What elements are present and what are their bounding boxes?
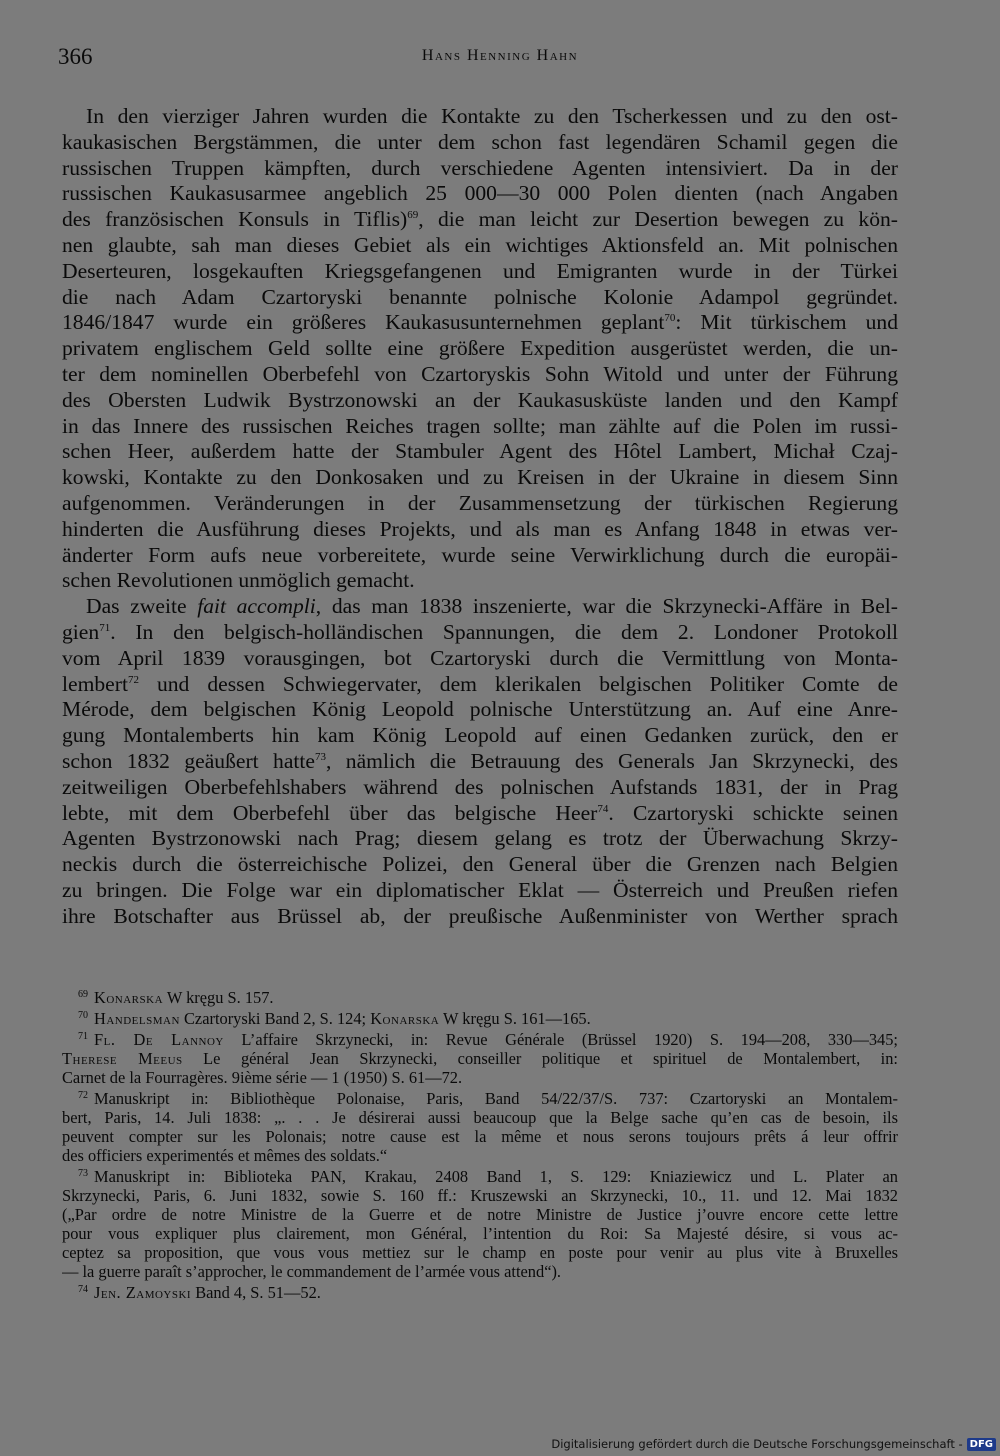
text-line: Das zweite fait accompli, das man 1838 inszenierte, war die Skrzynecki-Affäre in Bel- bbox=[86, 594, 898, 619]
footnote-70: $^{70}$ Handelsman Czartoryski Band 2, S. 124; Konarska W kręgu S. 161—165. bbox=[78, 1009, 591, 1028]
footnote-69: $^{69}$ Konarska W kręgu S. 157. bbox=[78, 988, 274, 1007]
text-line: russischen Truppen kämpften, durch verschiedene Agenten intensiviert. Da in der bbox=[62, 155, 898, 180]
footnote-ref[interactable]: 73 bbox=[315, 750, 327, 763]
footnote-72: $^{72}$ Manuskript in: Bibliothèque Polonaise, Paris, Band 54/22/37/S. 737: Czartoryski an Montalem- bbox=[78, 1089, 898, 1108]
footnote-ref[interactable]: 71 bbox=[99, 621, 111, 634]
text-line: privatem englischem Geld sollte eine größere Expedition ausgerüstet werden, die un- bbox=[62, 336, 898, 361]
footnote-73-line: — la guerre paraît s’approcher, le commandement de l’armée vous attend“). bbox=[62, 1262, 562, 1281]
text-line: Mérode, dem belgischen König Leopold polnische Unterstützung an. Auf eine Anre- bbox=[62, 697, 898, 722]
text-line: ter dem nominellen Oberbefehl von Czartoryskis Sohn Witold und unter der Führung bbox=[62, 361, 898, 386]
text-line: schen Revolutionen unmöglich gemacht. bbox=[62, 568, 415, 593]
text-line: änderter Form aufs neue vorbereitete, wurde seine Verwirklichung durch die europäi- bbox=[62, 542, 898, 567]
footnote-73: $^{73}$ Manuskript in: Biblioteka PAN, Krakau, 2408 Band 1, S. 129: Kniaziewicz und L. Plater an bbox=[78, 1167, 898, 1186]
text-line: russischen Kaukasusarmee angeblich 25 000—30 000 Polen dienten (nach Angaben bbox=[62, 181, 898, 206]
footnote-72-line: peuvent compter sur les Polonais; notre cause est la même et nous serons toujours prêts á leur offrir bbox=[62, 1127, 898, 1146]
footnote-73-line: („Par ordre de notre Ministre de la Guerre et de notre Ministre de Justice j’ouvre encore cette lettre bbox=[62, 1205, 898, 1224]
text-line: ihre Botschafter aus Brüssel ab, der preußische Außenminister von Werther sprach bbox=[62, 903, 898, 928]
text-line: kaukasischen Bergstämmen, die unter dem schon fast legendären Schamil gegen die bbox=[62, 129, 898, 154]
body-text bbox=[62, 104, 898, 930]
footnote-ref[interactable]: 69 bbox=[407, 209, 419, 222]
text-line: gung Montalemberts hin kam König Leopold auf einen Gedanken zurück, den er bbox=[62, 723, 898, 748]
text-line: des französischen Konsuls in Tiflis)$^{69}$, die man leicht zur Desertion bewegen zu kön- bbox=[62, 207, 898, 232]
text-line: in das Innere des russischen Reiches tragen sollte; man zählte auf die Polen im russi- bbox=[62, 413, 898, 438]
footnote-ref[interactable]: 72 bbox=[127, 673, 139, 686]
text-line: kowski, Kontakte zu den Donkosaken und zu Kreisen in der Ukraine in diesem Sinn bbox=[62, 465, 898, 490]
footnote-71: $^{71}$ Fl. De Lannoy L’affaire Skrzynecki, in: Revue Générale (Brüssel 1920) S. 194—208, 330—345; bbox=[78, 1030, 898, 1049]
footnote-72-line: des officiers experimentés et mêmes des soldats.“ bbox=[62, 1146, 388, 1165]
text-line: Agenten Bystrzonowski nach Prag; diesem gelang es trotz der Überwachung Skrzy- bbox=[62, 826, 898, 851]
text-line: Deserteuren, losgekauften Kriegsgefangenen und Emigranten wurde in der Türkei bbox=[62, 258, 898, 283]
text-line: schon 1832 geäußert hatte$^{73}$, nämlich die Betrauung des Generals Jan Skrzynecki, des bbox=[62, 748, 898, 773]
page-number: 366 bbox=[58, 44, 93, 69]
text-line: nen glaubte, sah man dieses Gebiet als ein wichtiges Aktionsfeld an. Mit polnischen bbox=[62, 232, 898, 257]
footnote-73-line: Skrzynecki, Paris, 6. Juni 1832, sowie S. 160 ff.: Kruszewski an Skrzynecki, 10., 11. und 12. Mai 1832 bbox=[62, 1186, 898, 1205]
footnote-72-line: bert, Paris, 14. Juli 1838: „. . . Je désirerai aussi beaucoup que la Belge sache qu’en cas de besoin, ils bbox=[62, 1108, 898, 1127]
dfg-logo[interactable]: DFG bbox=[967, 1438, 996, 1451]
text-line: neckis durch die österreichische Polizei, den General über die Grenzen nach Belgien bbox=[62, 852, 898, 877]
footnotes bbox=[62, 988, 898, 1302]
footnote-71-line: Carnet de la Fourragères. 9ième série — 1 (1950) S. 61—72. bbox=[62, 1068, 463, 1087]
text-line: gien$^{71}$. In den belgisch-holländischen Spannungen, die dem 2. Londoner Protokoll bbox=[62, 619, 898, 644]
text-line: hinderten die Ausführung dieses Projekts, und als man es Anfang 1848 in etwas ver- bbox=[62, 516, 898, 541]
footnote-ref[interactable]: 70 bbox=[664, 312, 676, 325]
footnote-73-line: pour vous expliquer plus clairement, mon Général, l’intention du Roi: Sa Majesté désire, si vous ac- bbox=[62, 1224, 898, 1243]
text-line: In den vierziger Jahren wurden die Kontakte zu den Tscherkessen und zu den ost- bbox=[86, 104, 898, 128]
footnote-74: $^{74}$ Jen. Zamoyski Band 4, S. 51—52. bbox=[78, 1283, 321, 1302]
digitization-footer bbox=[551, 1436, 996, 1452]
footnote-ref[interactable]: 74 bbox=[597, 802, 609, 815]
text-line: lebte, mit dem Oberbefehl über das belgische Heer$^{74}$. Czartoryski schickte seinen bbox=[62, 800, 898, 825]
footnote-73-line: ceptez sa proposition, que vous vous mettiez sur le champ en poste pour venir au plus vite à Bruxelles bbox=[62, 1243, 898, 1262]
text-line: aufgenommen. Veränderungen in der Zusammensetzung der türkischen Regierung bbox=[62, 490, 898, 515]
text-line: schen Heer, außerdem hatte der Stambuler Agent des Hôtel Lambert, Michał Czaj- bbox=[62, 439, 898, 464]
text-line: 1846/1847 wurde ein größeres Kaukasusunternehmen geplant$^{70}$: Mit türkischem und bbox=[62, 310, 898, 335]
text-line: die nach Adam Czartoryski benannte polnische Kolonie Adampol gegründet. bbox=[62, 284, 898, 309]
footnote-71-line: Therese Meeus Le général Jean Skrzynecki, conseiller politique et spirituel de Montalembert, in: bbox=[62, 1049, 898, 1068]
text-line: des Obersten Ludwik Bystrzonowski an der Kaukasusküste landen und den Kampf bbox=[62, 387, 898, 412]
page-header bbox=[58, 44, 942, 74]
text-line: lembert$^{72}$ und dessen Schwiegervater, dem klerikalen belgischen Politiker Comte de bbox=[62, 671, 898, 696]
text-line: vom April 1839 vorausgingen, bot Czartoryski durch die Vermittlung von Monta- bbox=[62, 645, 898, 670]
running-head: Hans Henning Hahn bbox=[421, 47, 579, 64]
footer-text: Digitalisierung gefördert durch die Deutsche Forschungsgemeinschaft - bbox=[551, 1437, 963, 1451]
text-line: zeitweiligen Oberbefehlshabers während des polnischen Aufstands 1831, der in Prag bbox=[62, 774, 898, 799]
text-line: zu bringen. Die Folge war ein diplomatischer Eklat — Österreich und Preußen riefen bbox=[62, 877, 898, 902]
